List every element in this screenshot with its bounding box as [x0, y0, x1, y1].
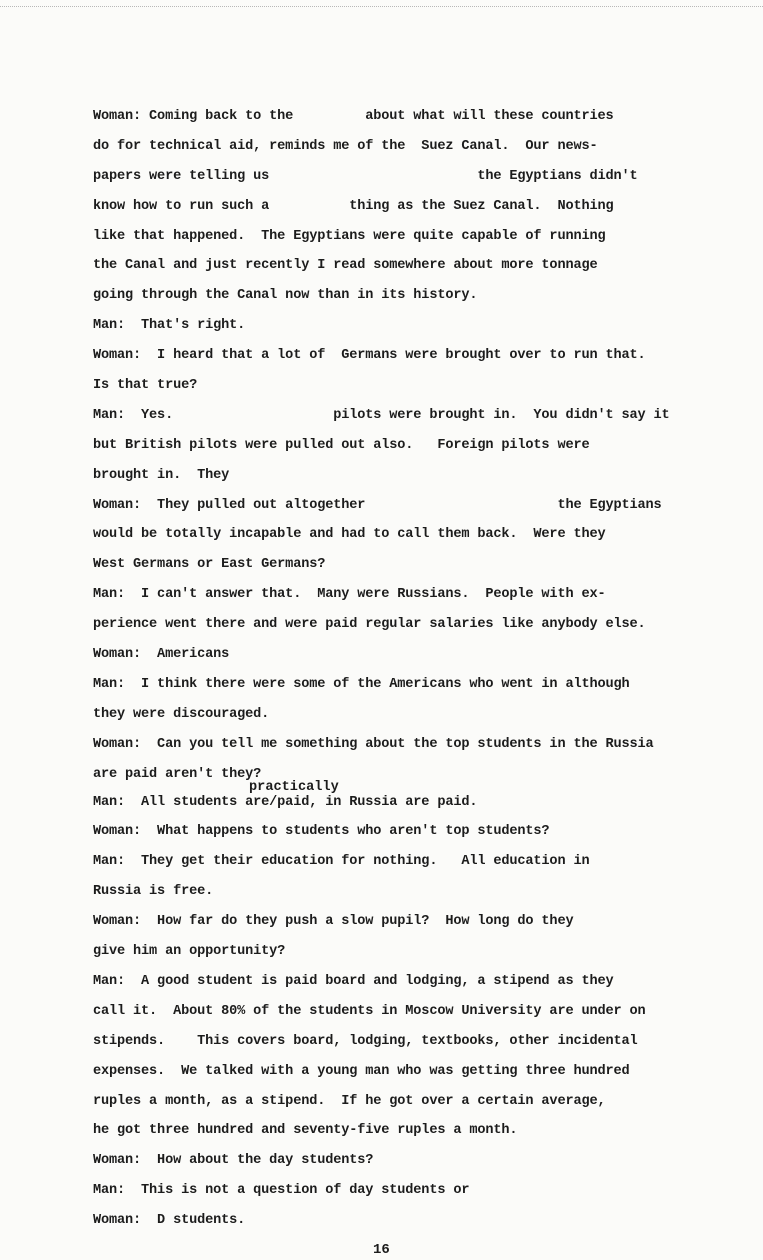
text-line: would be totally incapable and had to call them back. Were they: [93, 527, 606, 543]
text-line: going through the Canal now than in its history.: [93, 288, 478, 304]
text-line: Is that true?: [93, 378, 198, 394]
text-line: the Canal and just recently I read somewhere about more tonnage: [93, 258, 598, 274]
text-line: Woman: How far do they push a slow pupil? How long do they: [93, 914, 574, 930]
text-line: Man: I can't answer that. Many were Russians. People with ex-: [93, 587, 606, 603]
transcript-text: [93, 109, 733, 1243]
text-line: Russia is free.: [93, 884, 214, 900]
text-line: Woman: How about the day students?: [93, 1153, 374, 1169]
text-line: they were discouraged.: [93, 706, 270, 722]
text-line: stipends. This covers board, lodging, textbooks, other incidental: [93, 1033, 638, 1049]
text-line: Woman: What happens to students who aren't top students?: [93, 824, 550, 840]
text-line: ruples a month, as a stipend. If he got over a certain average,: [93, 1093, 606, 1109]
handwritten-insertion: practically: [249, 779, 339, 795]
text-line: papers were telling us the Egyptians didn't: [93, 168, 638, 184]
text-line: give him an opportunity?: [93, 944, 286, 960]
text-line: Woman: D students.: [93, 1213, 246, 1229]
text-line: are paid aren't they?: [93, 766, 262, 782]
text-line: West Germans or East Germans?: [93, 557, 326, 573]
text-line: he got three hundred and seventy-five ruples a month.: [93, 1123, 518, 1139]
text-line: Man: Yes. pilots were brought in. You didn't say it: [93, 407, 670, 423]
text-line: Woman: I heard that a lot of Germans were brought over to run that.: [93, 348, 646, 364]
text-line: Man: They get their education for nothing. All education in: [93, 854, 590, 870]
text-line: Man: That's right.: [93, 318, 246, 334]
text-line: Man: All students are/paid, in Russia are paid.: [93, 794, 478, 810]
text-line: Woman: Coming back to the about what will these countries: [93, 109, 614, 124]
text-line: Man: I think there were some of the Americans who went in although: [93, 676, 630, 692]
text-line: Man: A good student is paid board and lodging, a stipend as they: [93, 973, 614, 989]
text-line: do for technical aid, reminds me of the Suez Canal. Our news-: [93, 138, 598, 154]
text-line: expenses. We talked with a young man who was getting three hundred: [93, 1063, 630, 1079]
text-line: perience went there and were paid regular salaries like anybody else.: [93, 617, 646, 633]
text-line: know how to run such a thing as the Suez Canal. Nothing: [93, 198, 614, 214]
page-number: 16: [373, 1242, 390, 1258]
text-line: Man: This is not a question of day students or: [93, 1183, 470, 1199]
text-line: like that happened. The Egyptians were quite capable of running: [93, 228, 606, 244]
text-line: Woman: Americans: [93, 647, 230, 663]
page-top-edge: [0, 0, 763, 7]
text-line: Woman: Can you tell me something about the top students in the Russia: [93, 736, 654, 752]
text-line: but British pilots were pulled out also. Foreign pilots were: [93, 437, 590, 453]
text-line: call it. About 80% of the students in Moscow University are under on: [93, 1003, 646, 1019]
text-line: Woman: They pulled out altogether the Egyptians: [93, 497, 662, 513]
text-line: brought in. They: [93, 467, 230, 483]
